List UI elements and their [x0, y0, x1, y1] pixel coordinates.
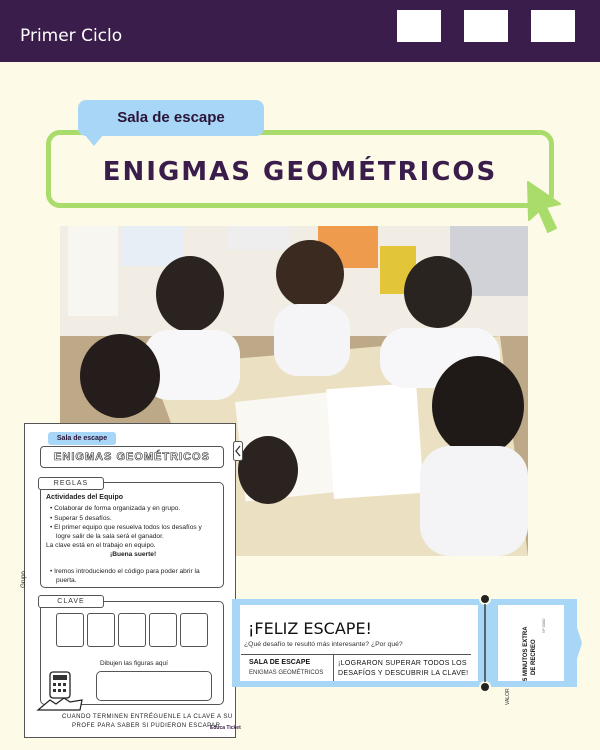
rule-3-text: El primer equipo que resuelva todos los desafíos y: [54, 524, 202, 531]
good-luck: ¡Buena suerte!: [110, 551, 157, 558]
enter-code-line-1: • Iremos introduciendo el código para poder abrir la: [50, 568, 200, 575]
ticket-room-label: SALA DE ESCAPE: [249, 659, 311, 666]
cursor-arrow-icon: [524, 180, 564, 236]
ticket-inner-divider: [333, 655, 334, 681]
rules-label: REGLAS: [38, 477, 104, 490]
rules-heading: Actividades del Equipo: [46, 494, 124, 501]
ticket-serial: Nº 0000: [541, 618, 546, 633]
footer-line-2: PROFE PARA SABER SI PUDIERON ESCAPAR: [72, 723, 221, 729]
ticket-arrow-tip: [568, 599, 582, 687]
ticket-perforation: [472, 594, 498, 692]
header-square-1: [397, 10, 441, 42]
rule-2-text: Superar 5 desafíos.: [54, 515, 112, 522]
draw-label: Dibujen las figuras aquí: [100, 660, 168, 667]
ticket-value-label: VALOR: [505, 688, 511, 705]
top-bar: [0, 0, 600, 62]
draw-area[interactable]: [96, 671, 212, 701]
enter-code-line-2: puerta.: [56, 577, 77, 584]
page-title: ENIGMAS GEOMÉTRICOS: [102, 157, 498, 187]
ticket-room-name: ENIGMAS GEOMÉTRICOS: [249, 670, 324, 676]
clave-cell-3[interactable]: [118, 613, 146, 647]
header-square-3: [531, 10, 575, 42]
clave-cell-5[interactable]: [180, 613, 208, 647]
section-tag-label: Sala de escape: [117, 109, 225, 126]
header-square-2: [464, 10, 508, 42]
clave-cell-2[interactable]: [87, 613, 115, 647]
worksheet-tag: Sala de escape: [48, 432, 116, 445]
ticket-question: ¿Qué desafío te resultó más interesante? ¿Por qué?: [244, 641, 403, 648]
worksheet-title: ENIGMAS GEOMÉTRICOS: [40, 446, 224, 468]
key-note: La clave está en el trabajo en equipo.: [46, 542, 156, 549]
clave-cell-4[interactable]: [149, 613, 177, 647]
ticket-message-2: DESAFÍOS Y DESCUBRIR LA CLAVE!: [338, 670, 469, 677]
rule-2: • Superar 5 desafíos.: [50, 515, 112, 522]
rule-1: • Colaborar de forma organizada y en grupo.: [50, 505, 181, 512]
calculator-hand-icon: [36, 670, 84, 716]
group-side-label: Grupo: [20, 571, 27, 588]
rule-1-text: Colaborar de forma organizada y en grupo.: [54, 505, 181, 512]
footer-line-1: CUANDO TERMINEN ENTRÉGUENLE LA CLAVE A SU: [62, 714, 233, 720]
section-tag: [78, 100, 264, 136]
enter-code-text: Iremos introduciendo el código para poder abrir la: [54, 568, 200, 575]
brand-logo: Educa Ticket: [210, 725, 241, 731]
ticket-stub-text: [505, 615, 546, 705]
header-title: Primer Ciclo: [20, 26, 123, 46]
rule-3-cont: logre salir de la sala será el ganador.: [56, 533, 164, 540]
ticket-title: ¡FELIZ ESCAPE!: [248, 619, 372, 638]
ticket-message-1: ¡LOGRARON SUPERAR TODOS LOS: [338, 660, 467, 667]
rule-3: • El primer equipo que resuelva todos los desafíos y: [50, 524, 202, 531]
section-tag-tail: [84, 134, 104, 146]
title-box: [46, 130, 554, 208]
ticket-reward-line-1: 5 MINUTOS EXTRA: [523, 626, 529, 681]
chevron-left-icon: [233, 441, 243, 461]
ticket-reward-line-2: DE RECREO: [531, 639, 537, 675]
clave-cell-1[interactable]: [56, 613, 84, 647]
clave-label: CLAVE: [38, 595, 104, 608]
